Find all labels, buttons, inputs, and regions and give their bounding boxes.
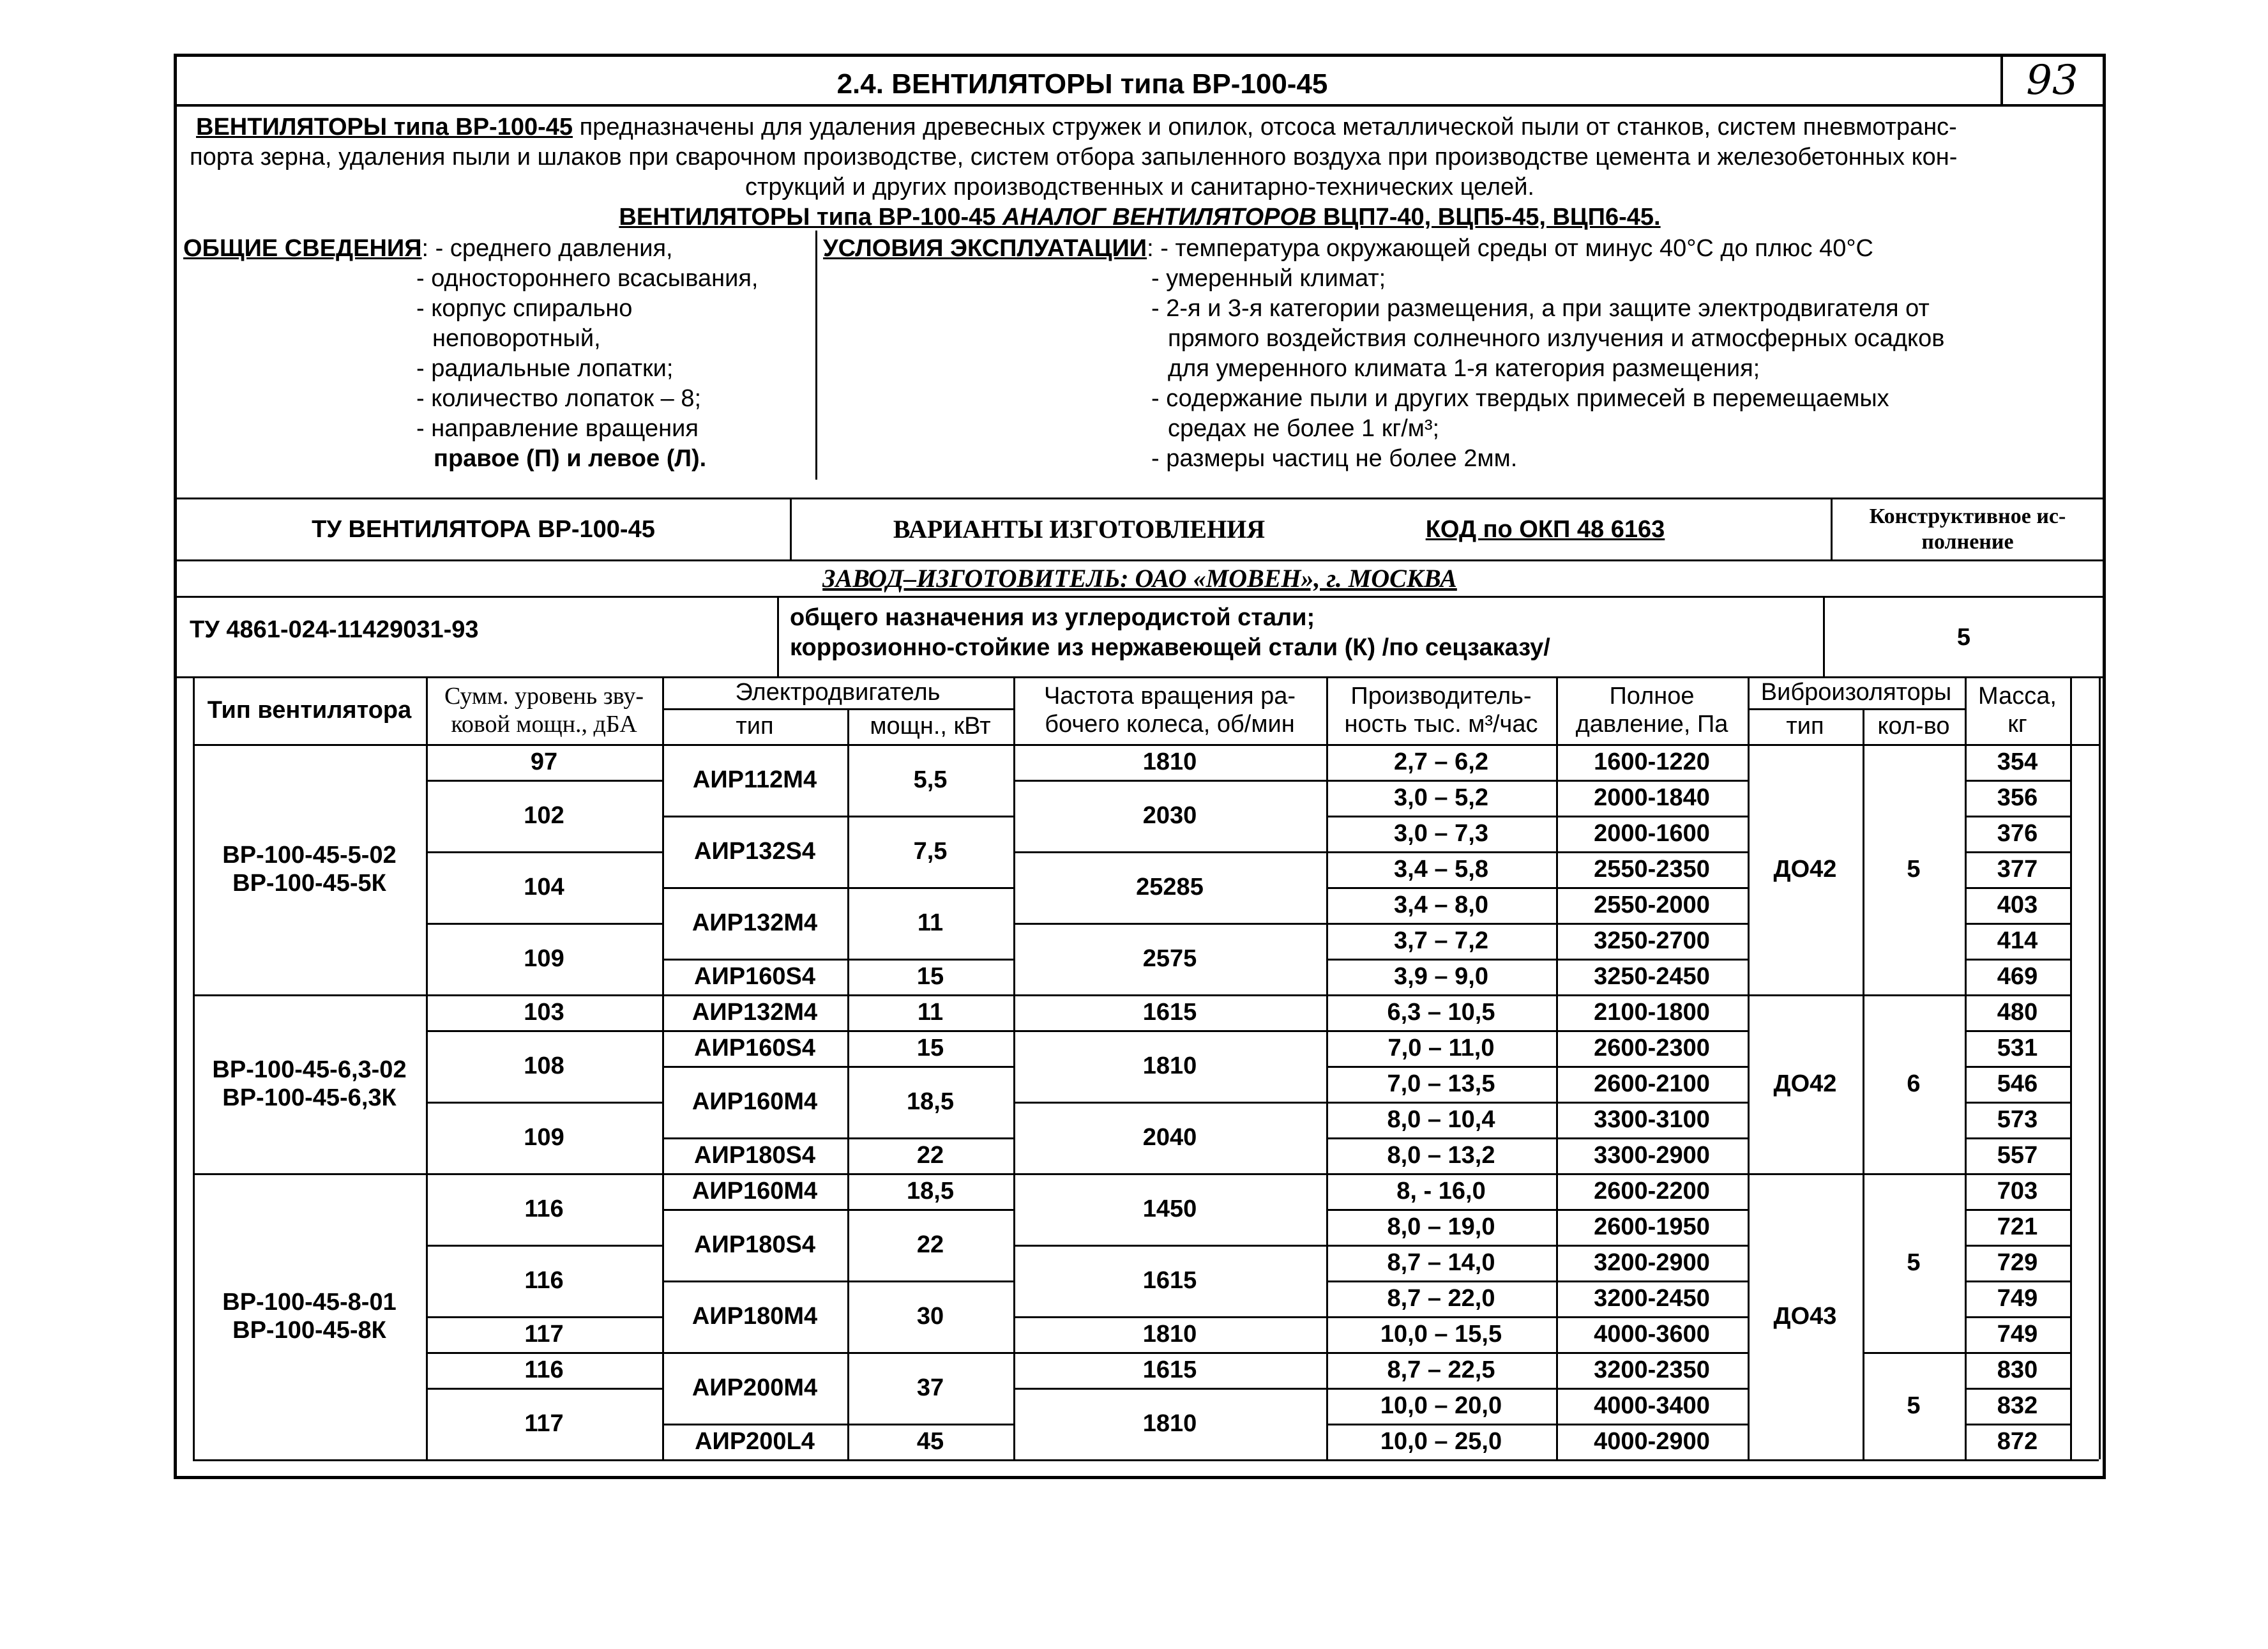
vib-qty-cell: 5 bbox=[1907, 1392, 1921, 1419]
header-mass bbox=[1965, 676, 2070, 744]
fan-spec-table bbox=[177, 57, 2103, 1476]
general-line-2: - одностороннего всасывания, bbox=[416, 265, 759, 292]
mass-cell: 376 bbox=[1997, 820, 2038, 847]
mass-cell: 721 bbox=[1997, 1213, 2038, 1240]
sound-cell: 104 bbox=[524, 874, 564, 900]
motor-power-cell: 18,5 bbox=[907, 1088, 954, 1115]
sound-cell: 117 bbox=[524, 1321, 564, 1348]
motor-type-cell: АИР160М4 bbox=[692, 1088, 818, 1115]
sound-cell: 103 bbox=[524, 999, 564, 1026]
header-sound bbox=[426, 676, 662, 744]
performance-cell: 8,0 – 13,2 bbox=[1387, 1142, 1495, 1169]
fan-group-2-line-1: ВР-100-45-6,3-02 bbox=[212, 1056, 407, 1083]
fan-group-2 bbox=[193, 994, 426, 1173]
motor-type-cell: АИР200М4 bbox=[692, 1374, 818, 1401]
mass-cell: 749 bbox=[1997, 1321, 2038, 1348]
pressure-cell: 3200-2450 bbox=[1594, 1285, 1710, 1312]
general-line-4: неповоротный, bbox=[432, 325, 601, 352]
motor-type-cell: АИР180S4 bbox=[694, 1142, 815, 1169]
header-mass-line-1: Масса, bbox=[1978, 683, 2057, 710]
okp-code: КОД по ОКП 48 6163 bbox=[1425, 516, 1665, 543]
fan-group-3-line-1: ВР-100-45-8-01 bbox=[222, 1289, 397, 1316]
pressure-cell: 2100-1800 bbox=[1594, 999, 1710, 1026]
motor-power-cell: 45 bbox=[916, 1428, 944, 1455]
header-fan-type: Тип вентилятора bbox=[207, 697, 412, 724]
performance-cell: 8,7 – 14,0 bbox=[1387, 1249, 1495, 1276]
motor-power-cell: 22 bbox=[916, 1231, 944, 1258]
fan-group-1 bbox=[193, 744, 426, 994]
motor-type-cell: АИР132М4 bbox=[692, 999, 818, 1026]
motor-type-cell: АИР200L4 bbox=[695, 1428, 815, 1455]
design-value: 5 bbox=[1956, 623, 1971, 651]
tu-number: ТУ 4861-024-11429031-93 bbox=[190, 616, 479, 643]
mass-cell: 832 bbox=[1997, 1392, 2038, 1419]
performance-cell: 8,0 – 10,4 bbox=[1387, 1106, 1495, 1133]
conditions-heading: УСЛОВИЯ ЭКСПЛУАТАЦИИ bbox=[823, 235, 1147, 262]
mass-cell: 414 bbox=[1997, 927, 2038, 954]
header-vib-type: тип bbox=[1786, 713, 1824, 740]
header-motor-type: тип bbox=[736, 713, 774, 740]
performance-cell: 10,0 – 15,5 bbox=[1380, 1321, 1502, 1348]
vib-type-cell: ДО42 bbox=[1773, 1070, 1837, 1097]
header-mass-line-2: кг bbox=[2007, 711, 2027, 738]
header-pressure-line-2: давление, Па bbox=[1575, 711, 1728, 738]
mass-cell: 830 bbox=[1997, 1356, 2038, 1383]
header-sound-line-1: Сумм. уровень зву- bbox=[444, 683, 644, 710]
vib-type-cell: ДО43 bbox=[1773, 1303, 1837, 1330]
header-sound-line-2: ковой мощн., дБА bbox=[451, 711, 637, 738]
header-motor: Электродвигатель bbox=[735, 679, 941, 706]
fan-group-2-line-2: ВР-100-45-6,3К bbox=[222, 1084, 397, 1111]
header-frequency bbox=[1013, 676, 1326, 744]
conditions-line-6: - содержание пыли и других твердых примесей в перемещаемых bbox=[1151, 385, 1889, 412]
performance-cell: 3,4 – 8,0 bbox=[1394, 892, 1488, 918]
mass-cell: 703 bbox=[1997, 1178, 2038, 1204]
header-pressure-line-1: Полное bbox=[1609, 683, 1695, 710]
frequency-cell: 1810 bbox=[1142, 1321, 1197, 1348]
motor-type-cell: АИР180S4 bbox=[694, 1231, 815, 1258]
performance-cell: 2,7 – 6,2 bbox=[1394, 749, 1488, 775]
mass-cell: 377 bbox=[1997, 856, 2038, 883]
performance-cell: 6,3 – 10,5 bbox=[1387, 999, 1495, 1026]
performance-cell: 7,0 – 11,0 bbox=[1387, 1035, 1495, 1061]
conditions-line-1: - температура окружающей среды от минус 40°С до плюс 40°С bbox=[1160, 235, 1874, 262]
performance-cell: 8,7 – 22,0 bbox=[1387, 1285, 1495, 1312]
motor-power-cell: 5,5 bbox=[913, 766, 948, 793]
fan-group-1-line-1: ВР-100-45-5-02 bbox=[222, 842, 397, 869]
mass-cell: 729 bbox=[1997, 1249, 2038, 1276]
frequency-cell: 25285 bbox=[1136, 874, 1204, 900]
vib-type-cell: ДО42 bbox=[1773, 856, 1837, 883]
fan-group-3 bbox=[193, 1173, 426, 1459]
design-header-1: Конструктивное ис- bbox=[1869, 505, 2066, 528]
general-heading: ОБЩИЕ СВЕДЕНИЯ bbox=[183, 235, 422, 262]
frequency-cell: 1810 bbox=[1142, 1052, 1197, 1079]
frequency-cell: 2575 bbox=[1142, 945, 1197, 972]
mass-cell: 546 bbox=[1997, 1070, 2038, 1097]
performance-cell: 8,0 – 19,0 bbox=[1387, 1213, 1495, 1240]
sound-cell: 109 bbox=[524, 1124, 564, 1151]
performance-cell: 3,9 – 9,0 bbox=[1394, 963, 1488, 990]
pressure-cell: 4000-2900 bbox=[1594, 1428, 1710, 1455]
intro-line-3: струкций и других производственных и санитарно-технических целей. bbox=[745, 174, 1534, 201]
intro-lead: ВЕНТИЛЯТОРЫ типа ВР-100-45 bbox=[196, 114, 573, 141]
motor-power-cell: 7,5 bbox=[913, 838, 948, 865]
conditions-line-5: для умеренного климата 1-я категория размещения; bbox=[1168, 355, 1760, 382]
frequency-cell: 2030 bbox=[1142, 802, 1197, 829]
pressure-cell: 2600-2300 bbox=[1594, 1035, 1710, 1061]
performance-cell: 10,0 – 20,0 bbox=[1380, 1392, 1502, 1419]
sound-cell: 108 bbox=[524, 1052, 564, 1079]
header-performance: Производитель- ность тыс. м³/час bbox=[1344, 683, 1538, 738]
motor-power-cell: 11 bbox=[917, 999, 944, 1026]
conditions-line-2: - умеренный климат; bbox=[1151, 265, 1386, 292]
motor-power-cell: 22 bbox=[916, 1142, 944, 1169]
general-line-8: правое (П) и левое (Л). bbox=[434, 445, 707, 472]
pressure-cell: 3300-2900 bbox=[1594, 1142, 1710, 1169]
motor-power-cell: 30 bbox=[916, 1303, 944, 1330]
motor-type-cell: АИР180М4 bbox=[692, 1303, 818, 1330]
header-motor-power: мощн., кВт bbox=[870, 713, 991, 740]
variants-line-1: общего назначения из углеродистой стали; bbox=[790, 604, 1315, 631]
motor-power-cell: 15 bbox=[916, 963, 944, 990]
general-line-7: - направление вращения bbox=[416, 415, 699, 442]
pressure-cell: 2600-1950 bbox=[1594, 1213, 1710, 1240]
mass-cell: 356 bbox=[1997, 784, 2038, 811]
mass-cell: 872 bbox=[1997, 1428, 2038, 1455]
performance-cell: 10,0 – 25,0 bbox=[1380, 1428, 1502, 1455]
pressure-cell: 3200-2900 bbox=[1594, 1249, 1710, 1276]
motor-type-cell: АИР132S4 bbox=[694, 838, 815, 865]
pressure-cell: 3300-3100 bbox=[1594, 1106, 1710, 1133]
frequency-cell: 1615 bbox=[1142, 1267, 1197, 1294]
vib-qty-cell: 5 bbox=[1907, 856, 1921, 883]
general-line-6: - количество лопаток – 8; bbox=[416, 385, 702, 412]
frequency-cell: 1615 bbox=[1142, 1356, 1197, 1383]
tu-header: ТУ ВЕНТИЛЯТОРА ВР-100-45 bbox=[312, 516, 655, 543]
document-sheet bbox=[174, 54, 2106, 1479]
motor-type-cell: АИР160S4 bbox=[694, 963, 815, 990]
frequency-cell: 2040 bbox=[1142, 1124, 1197, 1151]
motor-power-cell: 15 bbox=[916, 1035, 944, 1061]
performance-cell: 8, - 16,0 bbox=[1396, 1178, 1486, 1204]
pressure-cell: 4000-3400 bbox=[1594, 1392, 1710, 1419]
header-vib-qty: кол-во bbox=[1877, 713, 1950, 740]
mass-cell: 354 bbox=[1997, 749, 2038, 775]
frequency-cell: 1450 bbox=[1142, 1196, 1197, 1222]
sound-cell: 102 bbox=[524, 802, 564, 829]
sound-cell: 116 bbox=[524, 1356, 564, 1383]
intro-text-1: предназначены для удаления древесных стружек и опилок, отсоса металлической пыли от станков, систем пневмотранс- bbox=[573, 114, 1957, 141]
pressure-cell: 2000-1840 bbox=[1594, 784, 1710, 811]
conditions-line-8: - размеры частиц не более 2мм. bbox=[1151, 445, 1518, 472]
performance-cell: 3,4 – 5,8 bbox=[1394, 856, 1488, 883]
fan-group-3-line-2: ВР-100-45-8К bbox=[232, 1317, 386, 1344]
variants-line-2: коррозионно-стойкие из нержавеющей стали (К) /по сецзаказу/ bbox=[790, 634, 1550, 661]
frequency-cell: 1810 bbox=[1142, 749, 1197, 775]
pressure-cell: 2550-2000 bbox=[1594, 892, 1710, 918]
motor-type-cell: АИР160М4 bbox=[692, 1178, 818, 1204]
header-vibration: Виброизоляторы bbox=[1760, 679, 1952, 706]
general-line-5: - радиальные лопатки; bbox=[416, 355, 674, 382]
mass-cell: 480 bbox=[1997, 999, 2038, 1026]
sound-cell: 116 bbox=[524, 1196, 564, 1222]
pressure-cell: 2600-2100 bbox=[1594, 1070, 1710, 1097]
motor-power-cell: 11 bbox=[917, 909, 944, 936]
performance-cell: 7,0 – 13,5 bbox=[1387, 1070, 1495, 1097]
mass-cell: 469 bbox=[1997, 963, 2038, 990]
manufacturer: ЗАВОД–ИЗГОТОВИТЕЛЬ: ОАО «МОВЕН», г. МОСКВА bbox=[822, 564, 1457, 593]
general-heading-row: ОБЩИЕ СВЕДЕНИЯ: - среднего давления, bbox=[183, 235, 673, 262]
mass-cell: 403 bbox=[1997, 892, 2038, 918]
performance-cell: 3,7 – 7,2 bbox=[1394, 927, 1488, 954]
conditions-line-7: средах не более 1 кг/м³; bbox=[1168, 415, 1440, 442]
sound-cell: 97 bbox=[530, 749, 558, 775]
mass-cell: 749 bbox=[1997, 1285, 2038, 1312]
header-frequency-line-2: бочего колеса, об/мин bbox=[1045, 711, 1295, 738]
mass-cell: 531 bbox=[1997, 1035, 2038, 1061]
sound-cell: 109 bbox=[524, 945, 564, 972]
pressure-cell: 2600-2200 bbox=[1594, 1178, 1710, 1204]
page-number: 93 bbox=[2026, 57, 2078, 104]
header-frequency-line-1: Частота вращения ра- bbox=[1043, 683, 1296, 710]
motor-type-cell: АИР160S4 bbox=[694, 1035, 815, 1061]
section-title: 2.4. ВЕНТИЛЯТОРЫ типа ВР-100-45 bbox=[836, 68, 1328, 100]
design-header-2: полнение bbox=[1921, 530, 2014, 554]
performance-cell: 8,7 – 22,5 bbox=[1387, 1356, 1495, 1383]
pressure-cell: 1600-1220 bbox=[1594, 749, 1710, 775]
vib-qty-cell: 5 bbox=[1907, 1249, 1921, 1276]
motor-type-cell: АИР112М4 bbox=[692, 766, 817, 793]
performance-cell: 3,0 – 5,2 bbox=[1394, 784, 1488, 811]
header-pressure bbox=[1556, 676, 1748, 744]
mass-cell: 573 bbox=[1997, 1106, 2038, 1133]
fan-group-1-line-2: ВР-100-45-5К bbox=[232, 870, 386, 897]
pressure-cell: 2000-1600 bbox=[1594, 820, 1710, 847]
pressure-cell: 3250-2700 bbox=[1594, 927, 1710, 954]
pressure-cell: 2550-2350 bbox=[1594, 856, 1710, 883]
intro-line-2: порта зерна, удаления пыли и шлаков при сварочном производстве, систем отбора запыленного воздуха при производстве цемента и железобетонных кон- bbox=[190, 144, 1958, 171]
motor-type-cell: АИР132М4 bbox=[692, 909, 818, 936]
general-line-3: - корпус спирально bbox=[416, 295, 633, 322]
analog-line: ВЕНТИЛЯТОРЫ типа ВР-100-45 АНАЛОГ ВЕНТИЛЯТОРОВ ВЦП7-40, ВЦП5-45, ВЦП6-45. bbox=[619, 204, 1661, 231]
performance-cell: 3,0 – 7,3 bbox=[1394, 820, 1488, 847]
pressure-cell: 4000-3600 bbox=[1594, 1321, 1710, 1348]
conditions-row-1: УСЛОВИЯ ЭКСПЛУАТАЦИИ: - температура окружающей среды от минус 40°С до плюс 40°С bbox=[823, 235, 1874, 262]
mass-cell: 557 bbox=[1997, 1142, 2038, 1169]
conditions-line-4: прямого воздействия солнечного излучения и атмосферных осадков bbox=[1168, 325, 1945, 352]
variants-header: ВАРИАНТЫ ИЗГОТОВЛЕНИЯ bbox=[893, 515, 1266, 543]
pressure-cell: 3200-2350 bbox=[1594, 1356, 1710, 1383]
motor-power-cell: 18,5 bbox=[907, 1178, 954, 1204]
frequency-cell: 1615 bbox=[1142, 999, 1197, 1026]
pressure-cell: 3250-2450 bbox=[1594, 963, 1710, 990]
sound-cell: 117 bbox=[524, 1410, 564, 1437]
motor-power-cell: 37 bbox=[916, 1374, 944, 1401]
general-line-1: - среднего давления, bbox=[435, 235, 673, 262]
conditions-line-3: - 2-я и 3-я категории размещения, а при защите электродвигателя от bbox=[1151, 295, 1930, 322]
frequency-cell: 1810 bbox=[1142, 1410, 1197, 1437]
vib-qty-cell: 6 bbox=[1907, 1070, 1921, 1097]
sound-cell: 116 bbox=[524, 1267, 564, 1294]
